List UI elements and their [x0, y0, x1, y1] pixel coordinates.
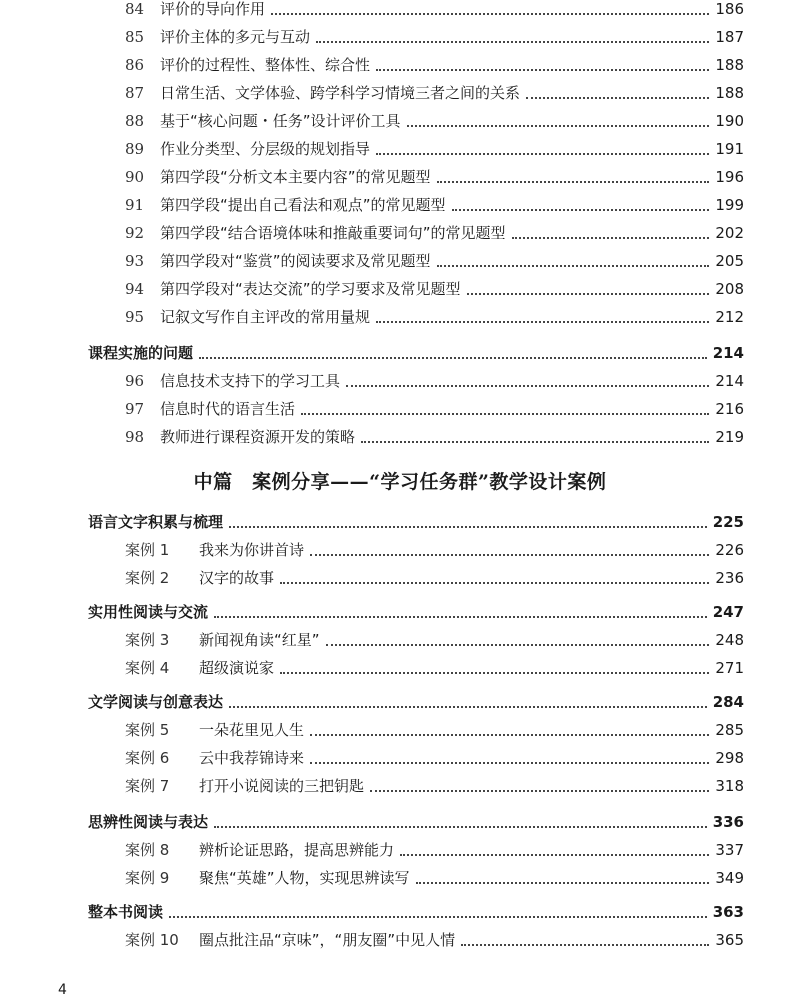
toc-item-85[interactable] — [88, 23, 744, 51]
item-number: 88 — [125, 112, 145, 130]
case-label: 案例 8 — [125, 841, 170, 859]
leader-dots — [376, 320, 709, 323]
page-folio: 4 — [58, 982, 67, 998]
leader-dots — [310, 553, 709, 556]
case-label: 案例 7 — [125, 777, 170, 795]
leader-dots — [280, 671, 709, 674]
item-number: 85 — [125, 28, 145, 46]
leader-dots — [229, 525, 707, 528]
page-number: 226 — [715, 541, 744, 559]
toc-group-3 — [88, 688, 744, 800]
item-number: 94 — [125, 280, 145, 298]
leader-dots — [361, 440, 709, 443]
leader-dots — [400, 853, 709, 856]
leader-dots — [416, 881, 710, 884]
item-title: 教师进行课程资源开发的策略 — [160, 428, 356, 446]
toc-item-87[interactable] — [88, 79, 744, 107]
leader-dots — [526, 96, 709, 99]
item-title: 信息时代的语言生活 — [160, 400, 296, 418]
page-number: 284 — [712, 693, 744, 711]
page-number: 190 — [715, 112, 744, 130]
leader-dots — [326, 643, 710, 646]
section-title: 整本书阅读 — [88, 903, 164, 921]
toc-section-language[interactable] — [88, 508, 744, 536]
leader-dots — [512, 236, 710, 239]
toc-item-91[interactable] — [88, 191, 744, 219]
toc-item-86[interactable] — [88, 51, 744, 79]
toc-case-7[interactable] — [88, 772, 744, 800]
case-title: 新闻视角读“红星” — [199, 631, 320, 649]
item-number: 91 — [125, 196, 145, 214]
page-number: 196 — [715, 168, 744, 186]
toc-group-4 — [88, 808, 744, 892]
page-number: 202 — [715, 224, 744, 242]
item-number: 84 — [125, 0, 145, 18]
section-title: 语言文字积累与梳理 — [88, 513, 224, 531]
item-number: 98 — [125, 428, 145, 446]
page-number: 336 — [712, 813, 744, 831]
page-number: 187 — [715, 28, 744, 46]
item-title: 第四学段对“鉴赏”的阅读要求及常见题型 — [160, 252, 431, 270]
case-title: 一朵花里见人生 — [199, 721, 305, 739]
toc-case-9[interactable] — [88, 864, 744, 892]
page-number: 214 — [715, 372, 744, 390]
leader-dots — [214, 615, 707, 618]
toc-case-3[interactable] — [88, 626, 744, 654]
leader-dots — [370, 789, 709, 792]
leader-dots — [280, 581, 709, 584]
toc-case-1[interactable] — [88, 536, 744, 564]
leader-dots — [199, 356, 707, 359]
leader-dots — [169, 915, 707, 918]
item-title: 基于“核心问题・任务”设计评价工具 — [160, 112, 401, 130]
toc-case-10[interactable] — [88, 926, 744, 954]
toc-section-practical[interactable] — [88, 598, 744, 626]
page-number: 349 — [715, 869, 744, 887]
toc-item-93[interactable] — [88, 247, 744, 275]
leader-dots — [310, 733, 709, 736]
page-number: 219 — [715, 428, 744, 446]
item-title: 信息技术支持下的学习工具 — [160, 372, 341, 390]
case-title: 辨析论证思路，提高思辨能力 — [199, 841, 395, 859]
item-number: 95 — [125, 308, 145, 326]
leader-dots — [461, 943, 709, 946]
leader-dots — [452, 208, 710, 211]
toc-item-88[interactable] — [88, 107, 744, 135]
leader-dots — [271, 12, 709, 15]
case-title: 我来为你讲首诗 — [199, 541, 305, 559]
toc-block-2 — [88, 339, 744, 451]
item-title: 第四学段“结合语境体味和推敲重要词句”的常见题型 — [160, 224, 506, 242]
item-title: 第四学段对“表达交流”的学习要求及常见题型 — [160, 280, 461, 298]
page-number: 247 — [712, 603, 744, 621]
toc-case-6[interactable] — [88, 744, 744, 772]
section-title: 文学阅读与创意表达 — [88, 693, 224, 711]
case-label: 案例 1 — [125, 541, 170, 559]
page-number: 236 — [715, 569, 744, 587]
toc-item-98[interactable] — [88, 423, 744, 451]
case-title: 打开小说阅读的三把钥匙 — [199, 777, 365, 795]
page-number: 212 — [715, 308, 744, 326]
page-number: 318 — [715, 777, 744, 795]
item-number: 89 — [125, 140, 145, 158]
leader-dots — [310, 761, 709, 764]
toc-item-90[interactable] — [88, 163, 744, 191]
toc-group-5 — [88, 898, 744, 954]
item-number: 87 — [125, 84, 145, 102]
toc-group-2 — [88, 598, 744, 682]
item-title: 记叙文写作自主评改的常用量规 — [160, 308, 371, 326]
page-number: 205 — [715, 252, 744, 270]
page-number: 208 — [715, 280, 744, 298]
page-number: 186 — [715, 0, 744, 18]
case-title: 圈点批注品“京味”，“朋友圈”中见人情 — [199, 931, 456, 949]
page-number: 365 — [715, 931, 744, 949]
toc-item-97[interactable] — [88, 395, 744, 423]
leader-dots — [346, 384, 709, 387]
item-number: 97 — [125, 400, 145, 418]
page-number: 363 — [712, 903, 744, 921]
case-title: 聚焦“英雄”人物，实现思辨读写 — [199, 869, 410, 887]
case-label: 案例 10 — [125, 931, 179, 949]
toc-item-96[interactable] — [88, 367, 744, 395]
page-number: 214 — [712, 344, 744, 362]
page-number: 188 — [715, 84, 744, 102]
toc-case-8[interactable] — [88, 836, 744, 864]
leader-dots — [437, 264, 710, 267]
case-label: 案例 5 — [125, 721, 170, 739]
leader-dots — [407, 124, 710, 127]
section-title: 思辨性阅读与表达 — [88, 813, 209, 831]
case-label: 案例 6 — [125, 749, 170, 767]
item-title: 第四学段“提出自己看法和观点”的常见题型 — [160, 196, 446, 214]
page-number: 191 — [715, 140, 744, 158]
case-title: 汉字的故事 — [199, 569, 275, 587]
page-number: 216 — [715, 400, 744, 418]
toc-item-84[interactable] — [88, 0, 744, 23]
toc-item-89[interactable] — [88, 135, 744, 163]
toc-section-critical[interactable] — [88, 808, 744, 836]
leader-dots — [316, 40, 709, 43]
toc-case-2[interactable] — [88, 564, 744, 592]
item-title: 评价的导向作用 — [160, 0, 266, 18]
page-number: 298 — [715, 749, 744, 767]
case-label: 案例 3 — [125, 631, 170, 649]
item-number: 96 — [125, 372, 145, 390]
toc-block-1 — [88, 0, 744, 331]
leader-dots — [229, 705, 707, 708]
item-number: 93 — [125, 252, 145, 270]
item-number: 90 — [125, 168, 145, 186]
toc-item-94[interactable] — [88, 275, 744, 303]
page-number: 271 — [715, 659, 744, 677]
page-number: 248 — [715, 631, 744, 649]
item-title: 作业分类型、分层级的规划指导 — [160, 140, 371, 158]
case-title: 超级演说家 — [199, 659, 275, 677]
leader-dots — [376, 152, 709, 155]
case-label: 案例 2 — [125, 569, 170, 587]
case-label: 案例 4 — [125, 659, 170, 677]
toc-case-5[interactable] — [88, 716, 744, 744]
page-number: 337 — [715, 841, 744, 859]
page-number: 188 — [715, 56, 744, 74]
leader-dots — [301, 412, 709, 415]
leader-dots — [467, 292, 710, 295]
item-title: 第四学段“分析文本主要内容”的常见题型 — [160, 168, 431, 186]
leader-dots — [214, 825, 707, 828]
page-number: 225 — [712, 513, 744, 531]
section-title: 课程实施的问题 — [88, 344, 194, 362]
case-title: 云中我荐锦诗来 — [199, 749, 305, 767]
toc-item-92[interactable] — [88, 219, 744, 247]
leader-dots — [376, 68, 709, 71]
item-title: 评价主体的多元与互动 — [160, 28, 311, 46]
toc-section-curriculum[interactable] — [88, 339, 744, 367]
toc-group-1 — [88, 508, 744, 592]
item-title: 日常生活、文学体验、跨学科学习情境三者之间的关系 — [160, 84, 521, 102]
section-title: 实用性阅读与交流 — [88, 603, 209, 621]
toc-case-4[interactable] — [88, 654, 744, 682]
item-number: 86 — [125, 56, 145, 74]
toc-section-whole-book[interactable] — [88, 898, 744, 926]
leader-dots — [437, 180, 710, 183]
toc-section-literary[interactable] — [88, 688, 744, 716]
case-label: 案例 9 — [125, 869, 170, 887]
item-number: 92 — [125, 224, 145, 242]
page-number: 285 — [715, 721, 744, 739]
item-title: 评价的过程性、整体性、综合性 — [160, 56, 371, 74]
part-heading: 中篇 案例分享——“学习任务群”教学设计案例 — [193, 471, 607, 493]
toc-item-95[interactable] — [88, 303, 744, 331]
page-number: 199 — [715, 196, 744, 214]
